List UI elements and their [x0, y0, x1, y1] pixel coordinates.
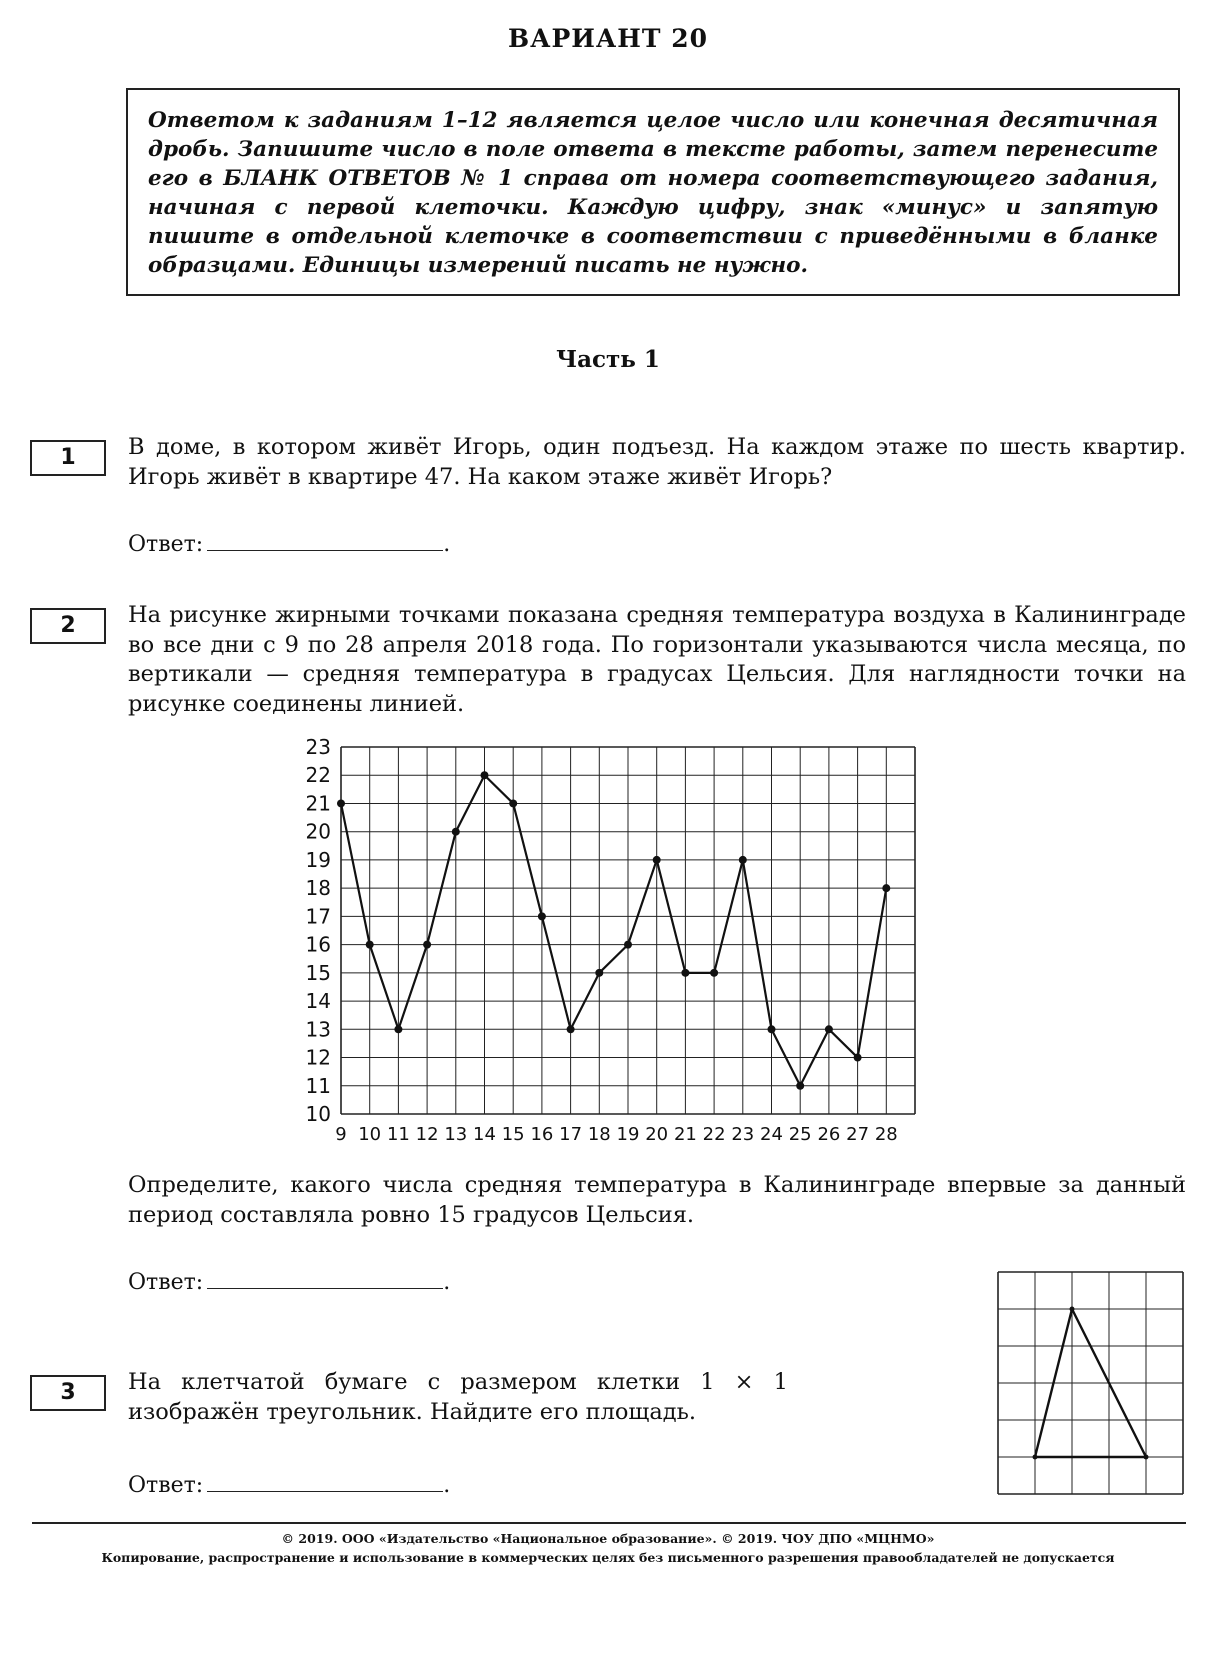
x-tick-label: 17	[559, 1124, 583, 1145]
x-tick-label: 19	[616, 1124, 640, 1145]
data-point	[624, 941, 632, 949]
answer-end: .	[443, 1270, 451, 1295]
answer-field-2[interactable]	[207, 1266, 443, 1289]
footer-divider	[32, 1522, 1186, 1524]
data-point	[739, 856, 747, 864]
x-tick-label: 11	[386, 1124, 410, 1145]
x-tick-label: 23	[731, 1124, 755, 1145]
y-tick-label: 16	[305, 932, 331, 957]
task-text-1: В доме, в котором живёт Игорь, один подъезд. На каждом этаже по шесть квартир. Игорь живёт в квартире 47. На каком этаже живёт Игорь?	[128, 434, 1186, 490]
task-question-2: Определите, какого числа средняя температура в Калининграде впервые за данный период составляла ровно 15 градусов Цельсия.	[128, 1172, 1186, 1228]
part-title: Часть 1	[556, 346, 660, 373]
y-tick-label: 12	[305, 1045, 331, 1070]
triangle-vertex	[1033, 1455, 1038, 1460]
answer-row-2	[128, 1266, 450, 1295]
task-number-2: 2	[30, 608, 106, 644]
data-point	[768, 1025, 776, 1033]
data-point	[366, 941, 374, 949]
x-tick-label: 13	[444, 1124, 468, 1145]
x-tick-label: 20	[645, 1124, 669, 1145]
y-tick-label: 17	[305, 904, 331, 929]
data-point	[854, 1054, 862, 1062]
x-tick-label: 15	[501, 1124, 525, 1145]
y-tick-label: 21	[305, 791, 331, 816]
y-tick-label: 11	[305, 1073, 331, 1098]
task-text-3: На клетчатой бумаге с размером клетки 1 × 1 изображён треугольник. Найдите его площадь.	[128, 1369, 788, 1425]
instructions-box: Ответом к заданиям 1–12 является целое число или конечная десятичная дробь. Запишите число в поле ответа в тексте работы, затем перенесите его в БЛАНК ОТВЕТОВ № 1 справа от номера соответствующего задания, начиная с первой клеточки. Каждую цифру, знак «минус» и запятую пишите в отдельной клеточке в соответствии с приведёнными в бланке образцами. Единицы измерений писать не нужно.	[126, 88, 1180, 296]
x-tick-label: 10	[358, 1124, 382, 1145]
data-point	[538, 912, 546, 920]
data-point	[481, 771, 489, 779]
data-point	[394, 1025, 402, 1033]
x-tick-label: 9	[335, 1124, 347, 1145]
x-tick-label: 22	[702, 1124, 726, 1145]
temperature-line	[341, 775, 886, 1086]
answer-label: Ответ:	[128, 1473, 204, 1498]
data-point	[595, 969, 603, 977]
answer-row-3	[128, 1469, 450, 1498]
x-tick-label: 14	[473, 1124, 496, 1145]
y-tick-label: 19	[305, 847, 331, 872]
data-point	[681, 969, 689, 977]
x-tick-label: 26	[817, 1124, 841, 1145]
y-tick-label: 23	[305, 735, 331, 759]
triangle-figure	[996, 1270, 1186, 1500]
x-tick-label: 28	[874, 1124, 898, 1145]
footer-copyright: © 2019. ООО «Издательство «Национальное образование». © 2019. ЧОУ ДПО «МЦНМО»	[281, 1531, 935, 1546]
x-tick-label: 24	[760, 1124, 783, 1145]
answer-end: .	[443, 1473, 451, 1498]
x-tick-label: 18	[587, 1124, 611, 1145]
y-tick-label: 13	[305, 1017, 331, 1042]
footer-notice: Копирование, распространение и использование в коммерческих целях без письменного разрешения правообладателей не допускается	[101, 1550, 1115, 1565]
y-tick-label: 18	[305, 876, 331, 901]
x-tick-label: 21	[673, 1124, 697, 1145]
answer-field-3[interactable]	[207, 1469, 443, 1492]
task-number-3: 3	[30, 1375, 106, 1411]
answer-end: .	[443, 532, 451, 557]
y-tick-label: 10	[305, 1102, 331, 1126]
task-number-1: 1	[30, 440, 106, 476]
y-tick-label: 22	[305, 763, 331, 788]
data-point	[509, 799, 517, 807]
y-tick-label: 20	[305, 819, 331, 844]
data-point	[796, 1082, 804, 1090]
y-tick-label: 15	[305, 960, 331, 985]
x-tick-label: 16	[530, 1124, 554, 1145]
data-point	[825, 1025, 833, 1033]
triangle-vertex	[1070, 1307, 1075, 1312]
chart-grid	[341, 747, 915, 1114]
data-point	[653, 856, 661, 864]
y-tick-label: 14	[305, 989, 331, 1014]
task-text-2: На рисунке жирными точками показана средняя температура воздуха в Калининграде во все дни с 9 по 28 апреля 2018 года. По горизонтали указываются числа месяца, по вертикали — средняя температура в градусах Цельсия. Для наглядности точки на рисунке соединены линией.	[128, 602, 1186, 717]
answer-label: Ответ:	[128, 1270, 204, 1295]
x-tick-label: 12	[415, 1124, 439, 1145]
data-point	[337, 799, 345, 807]
data-point	[882, 884, 890, 892]
data-point	[567, 1025, 575, 1033]
x-tick-label: 25	[788, 1124, 812, 1145]
data-point	[452, 828, 460, 836]
x-tick-label: 27	[846, 1124, 870, 1145]
data-point	[423, 941, 431, 949]
data-point	[710, 969, 718, 977]
triangle-vertex	[1144, 1455, 1149, 1460]
answer-label: Ответ:	[128, 532, 204, 557]
variant-title: ВАРИАНТ 20	[508, 24, 708, 53]
